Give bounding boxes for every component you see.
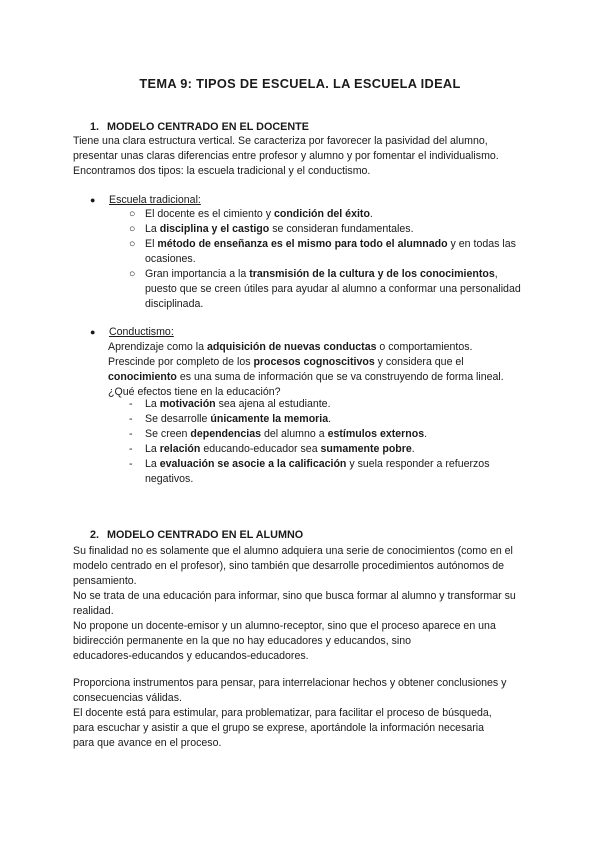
circle-bullet-icon: ○ bbox=[129, 223, 136, 235]
section-1-intro: Tiene una clara estructura vertical. Se caracteriza por favorecer la pasividad del alumno, presentar unas claras diferencias entre profesor y alumno y por fomentar el individualismo. Encontramos dos tipos: la escuela tradicional y el conductismo. bbox=[73, 135, 499, 177]
conductismo-label: Conductismo: bbox=[109, 326, 174, 338]
item-text: La bbox=[145, 458, 160, 470]
item-text: El docente es el cimiento y bbox=[145, 208, 274, 220]
item-bold: motivación bbox=[159, 398, 216, 410]
section-2-p1: Su finalidad no es solamente que el alumno adquiera una serie de conocimientos (como en el modelo centrado en el profesor), sino también que desarrolle procedimientos autónomos de pensamiento. bbox=[73, 545, 513, 587]
bullet-dot-icon: ● bbox=[90, 195, 96, 205]
text-bold: conocimiento bbox=[108, 371, 177, 383]
section-2-title: MODELO CENTRADO EN EL ALUMNO bbox=[107, 529, 304, 541]
section-2-p4: Proporciona instrumentos para pensar, para interrelacionar hechos y obtener conclusiones y consecuencias válidas. bbox=[73, 677, 507, 704]
effects-list bbox=[129, 397, 529, 487]
item-text: y suela responder a refuerzos negativos. bbox=[145, 458, 490, 485]
conductismo-p2 bbox=[108, 355, 532, 385]
item-text: Gran importancia a la bbox=[145, 268, 250, 280]
text: y considera que el bbox=[374, 356, 464, 368]
list-item bbox=[129, 397, 529, 412]
section-1-title: MODELO CENTRADO EN EL DOCENTE bbox=[107, 121, 309, 133]
item-text: del alumno a bbox=[261, 428, 328, 440]
item-bold: relación bbox=[159, 443, 201, 455]
section-2-p5c: para que avance en el proceso. bbox=[73, 737, 222, 749]
circle-bullet-icon: ○ bbox=[129, 238, 136, 250]
circle-bullet-icon: ○ bbox=[129, 208, 136, 220]
list-item bbox=[129, 237, 529, 267]
page-title: TEMA 9: TIPOS DE ESCUELA. LA ESCUELA IDEAL bbox=[139, 76, 461, 91]
item-bold: evaluación se asocie a la calificación bbox=[159, 458, 347, 470]
item-text: La bbox=[145, 443, 160, 455]
section-2-p3b: educadores-educandos y educandos-educadores. bbox=[73, 650, 309, 662]
list-item bbox=[129, 442, 529, 457]
item-text: . bbox=[411, 443, 415, 455]
item-bold: únicamente la memoria bbox=[210, 413, 329, 425]
text: es una suma de información que se va construyendo de forma lineal. bbox=[176, 371, 504, 383]
section-2-number: 2. bbox=[90, 529, 100, 541]
section-2-p3a: No propone un docente-emisor y un alumno-receptor, sino que el proceso aparece en una bidirección permanente en la que no hay educadores y educandos, sino bbox=[73, 620, 496, 647]
dash-bullet-icon: - bbox=[129, 458, 133, 470]
item-text: Se creen bbox=[145, 428, 191, 440]
item-bold: condición del éxito bbox=[273, 208, 370, 220]
item-bold: transmisión de la cultura y de los conocimientos bbox=[249, 268, 495, 280]
text-bold: procesos cognoscitivos bbox=[253, 356, 375, 368]
section-2-p2: No se trata de una educación para informar, sino que busca formar al alumno y transformar su realidad. bbox=[73, 590, 516, 617]
dash-bullet-icon: - bbox=[129, 428, 133, 440]
conductismo-body bbox=[108, 340, 532, 400]
dash-bullet-icon: - bbox=[129, 413, 133, 425]
item-text: educando-educador sea bbox=[200, 443, 321, 455]
section-1-heading bbox=[90, 120, 309, 135]
section-1-number: 1. bbox=[90, 121, 100, 133]
item-bold: estímulos externos bbox=[327, 428, 425, 440]
section-2-body-b bbox=[73, 676, 533, 751]
text-bold: adquisición de nuevas conductas bbox=[206, 341, 377, 353]
list-item bbox=[129, 457, 529, 487]
escuela-tradicional-label: Escuela tradicional: bbox=[109, 194, 201, 206]
list-item bbox=[129, 222, 529, 237]
item-text: El bbox=[145, 238, 158, 250]
item-text: se consideran fundamentales. bbox=[269, 223, 414, 235]
list-item bbox=[129, 427, 529, 442]
section-2-p5a: El docente está para estimular, para problematizar, para facilitar el proceso de búsqueda, bbox=[73, 707, 492, 719]
dash-bullet-icon: - bbox=[129, 398, 133, 410]
item-text: . bbox=[369, 208, 373, 220]
section-2-body-a bbox=[73, 544, 533, 664]
item-bold: dependencias bbox=[190, 428, 262, 440]
item-bold: método de enseñanza es el mismo para todo el alumnado bbox=[157, 238, 448, 250]
bullet-dot-icon: ● bbox=[90, 327, 96, 337]
text: Prescinde por completo de los bbox=[108, 356, 254, 368]
section-2-p5b: para escuchar y asistir a que el grupo se exprese, aportándole la información necesaria bbox=[73, 722, 485, 734]
item-bold: sumamente pobre bbox=[320, 443, 412, 455]
dash-bullet-icon: - bbox=[129, 443, 133, 455]
item-text: sea ajena al estudiante. bbox=[215, 398, 331, 410]
conductismo-question: ¿Qué efectos tiene en la educación? bbox=[108, 386, 281, 398]
item-text: La bbox=[145, 223, 160, 235]
section-1-intro-block bbox=[73, 134, 533, 179]
item-text: . bbox=[424, 428, 428, 440]
item-text: y en todas las ocasiones. bbox=[145, 238, 516, 265]
text: Aprendizaje como la bbox=[108, 341, 207, 353]
text: o comportamientos. bbox=[376, 341, 473, 353]
item-text: Se desarrolle bbox=[145, 413, 211, 425]
conductismo-p1 bbox=[108, 340, 532, 355]
item-text: La bbox=[145, 398, 160, 410]
list-item bbox=[129, 412, 529, 427]
tradicional-list bbox=[129, 207, 529, 312]
list-item bbox=[129, 207, 529, 222]
list-item bbox=[129, 267, 529, 312]
item-bold: disciplina y el castigo bbox=[159, 223, 270, 235]
section-2-heading bbox=[90, 528, 303, 543]
item-text: , puesto que se creen útiles para ayudar al alumno a conformar una personalidad disciplinada. bbox=[145, 268, 521, 310]
circle-bullet-icon: ○ bbox=[129, 268, 136, 280]
item-text: . bbox=[328, 413, 332, 425]
